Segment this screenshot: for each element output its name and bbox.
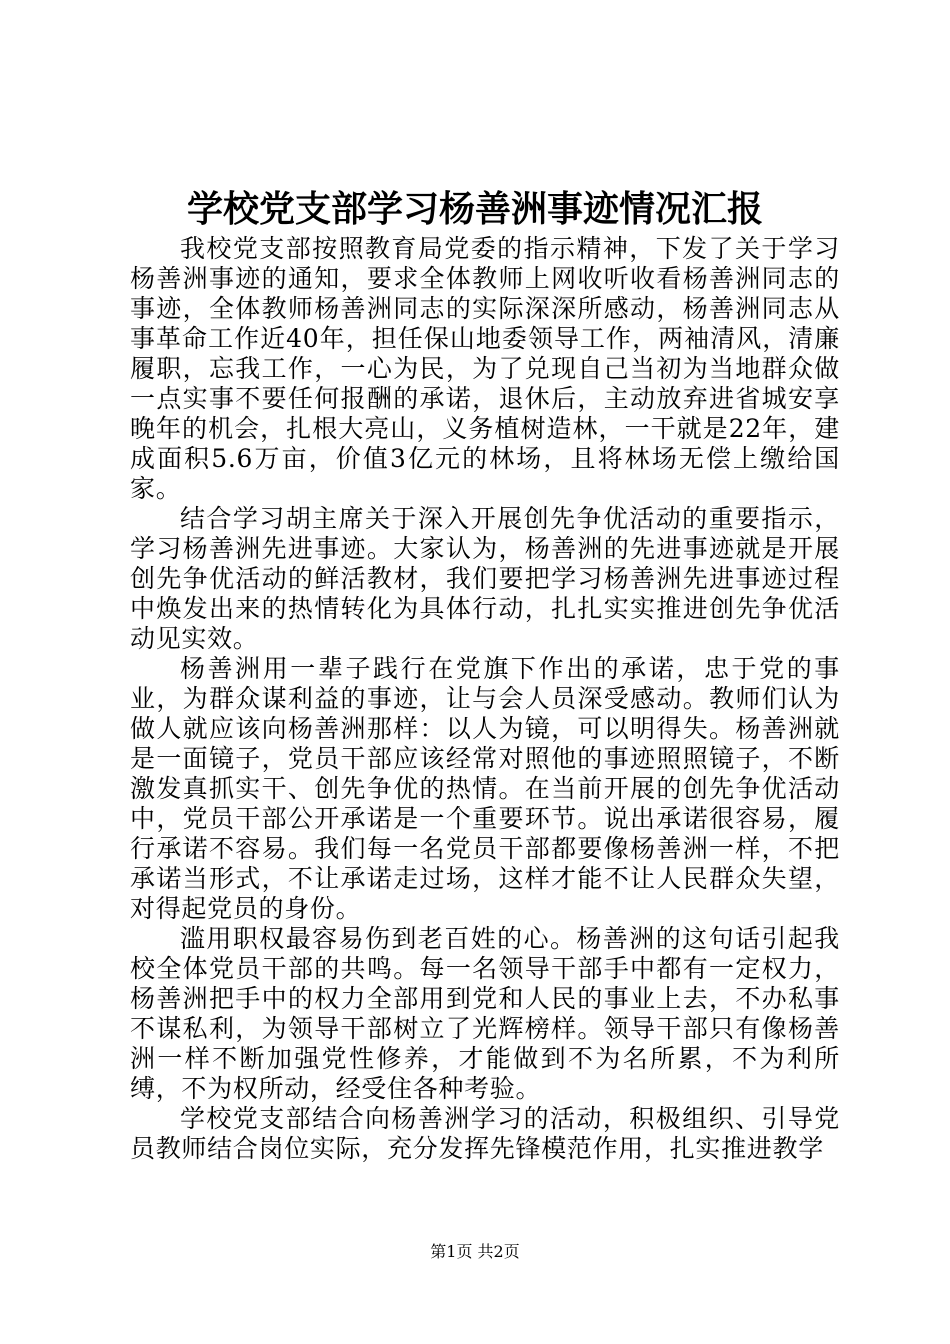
document-title: 学校党支部学习杨善洲事迹情况汇报 [186, 188, 763, 230]
document-body [130, 234, 840, 1164]
page-number-footer: 第1页 共2页 [430, 1242, 520, 1261]
paragraph-5: 学校党支部结合向杨善洲学习的活动，积极组织、引导党员教师结合岗位实际，充分发挥先锋模范作用，扎实推进教学 [130, 1104, 840, 1163]
paragraph-3: 杨善洲用一辈子践行在党旗下作出的承诺，忠于党的事业，为群众谋利益的事迹，让与会人员深受感动。教师们认为做人就应该向杨善洲那样：以人为镜，可以明得失。杨善洲就是一面镜子，党员干部应该经常对照他的事迹照照镜子，不断激发真抓实干、创先争优的热情。在当前开展的创先争优活动中，党员干部公开承诺是一个重要环节。说出承诺很容易，履行承诺不容易。我们每一名党员干部都要像杨善洲一样，不把承诺当形式，不让承诺走过场，这样才能不让人民群众失望，对得起党员的身份。 [130, 654, 840, 923]
paragraph-1: 我校党支部按照教育局党委的指示精神，下发了关于学习杨善洲事迹的通知，要求全体教师上网收听收看杨善洲同志的事迹，全体教师杨善洲同志的实际深深所感动，杨善洲同志从事革命工作近40年，担任保山地委领导工作，两袖清风，清廉履职，忘我工作，一心为民，为了兑现自己当初为当地群众做一点实事不要任何报酬的承诺，退休后，主动放弃进省城安享晚年的机会，扎根大亮山，义务植树造林，一干就是22年，建成面积5.6万亩，价值3亿元的林场，且将林场无偿上缴给国家。 [130, 234, 840, 503]
paragraph-4: 滥用职权最容易伤到老百姓的心。杨善洲的这句话引起我校全体党员干部的共鸣。每一名领导干部手中都有一定权力，杨善洲把手中的权力全部用到党和人民的事业上去，不办私事不谋私利，为领导干部树立了光辉榜样。领导干部只有像杨善洲一样不断加强党性修养，才能做到不为名所累，不为利所缚，不为权所动，经受住各种考验。 [130, 924, 840, 1103]
paragraph-2: 结合学习胡主席关于深入开展创先争优活动的重要指示，学习杨善洲先进事迹。大家认为，杨善洲的先进事迹就是开展创先争优活动的鲜活教材，我们要把学习杨善洲先进事迹过程中焕发出来的热情转化为具体行动，扎扎实实推进创先争优活动见实效。 [130, 504, 840, 653]
